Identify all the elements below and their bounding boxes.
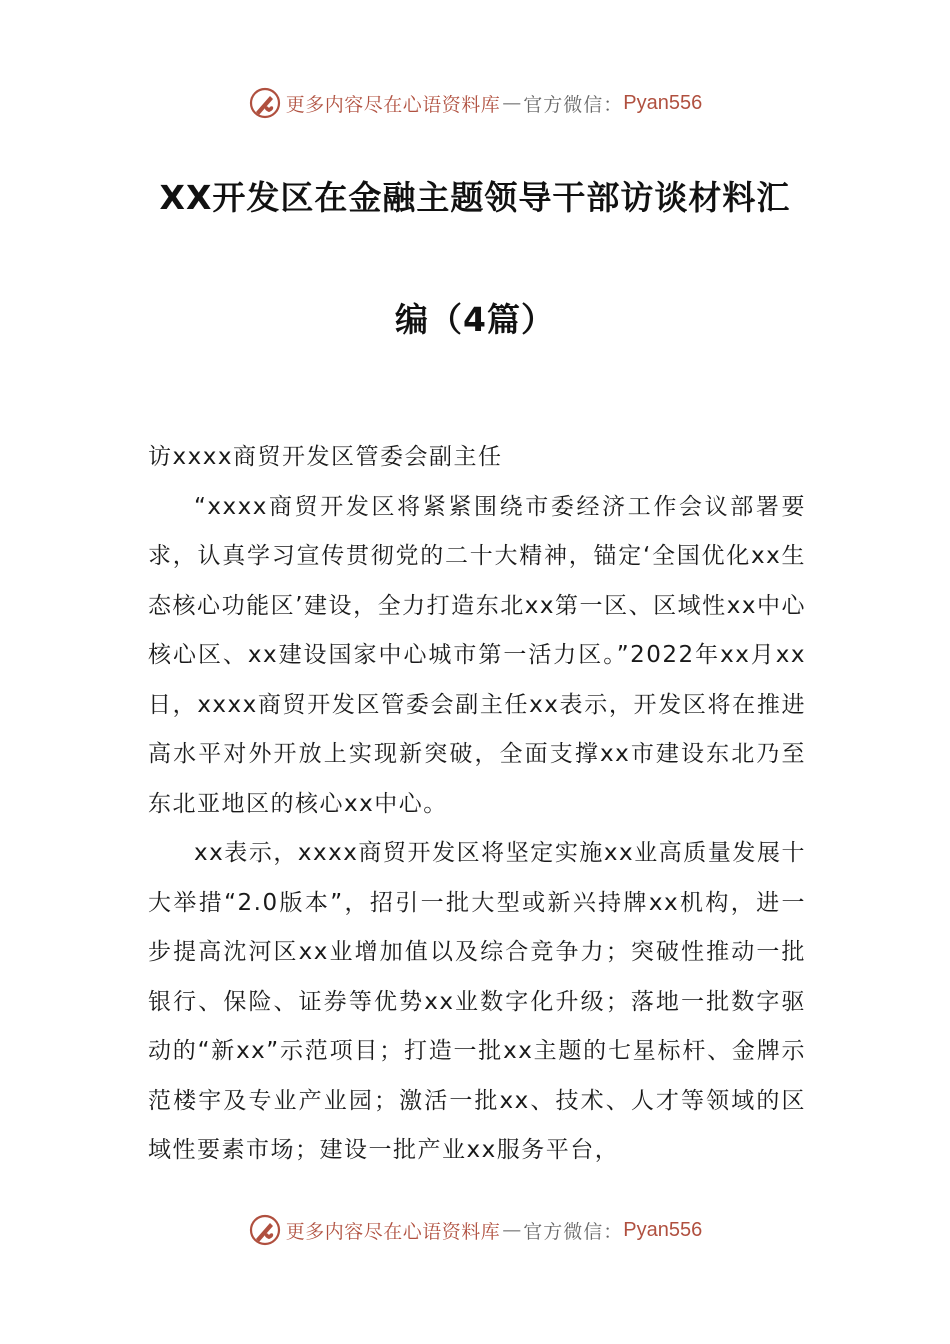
watermark-separator: — xyxy=(502,1219,522,1241)
header-watermark xyxy=(0,83,950,123)
watermark-wechat-id: Pyan556 xyxy=(623,1218,703,1241)
document-title-line-1: XX开发区在金融主题领导干部访谈材料汇 xyxy=(159,178,791,217)
watermark-brand: 更多内容尽在心语资料库 xyxy=(285,1220,501,1243)
pen-heart-logo-icon xyxy=(248,1213,282,1247)
watermark-brand: 更多内容尽在心语资料库 xyxy=(285,93,501,116)
watermark-separator: — xyxy=(502,92,522,114)
pen-heart-logo-icon xyxy=(248,86,282,120)
watermark-wechat-label: 官方微信： xyxy=(523,93,624,116)
body-paragraph: “xxxx商贸开发区将紧紧围绕市委经济工作会议部署要求，认真学习宣传贯彻党的二十大精神，锚定‘全国优化xx生态核心功能区’建设，全力打造东北xx第一区、区域性xx中心核心区、xx建设国家中心城市第一活力区。”2022年xx月xx日，xxxx商贸开发区管委会副主任xx表示，开发区将在推进高水平对外开放上实现新突破，全面支撑xx市建设东北乃至东北亚地区的核心xx中心。 xyxy=(148,493,806,817)
watermark-wechat-id: Pyan556 xyxy=(623,91,703,114)
document-body xyxy=(148,433,806,1176)
document-subheading: 访xxxx商贸开发区管委会副主任 xyxy=(148,444,503,470)
footer-watermark xyxy=(0,1210,950,1250)
document-title-line-2: 编（4篇） xyxy=(395,300,555,339)
body-paragraph: xx表示，xxxx商贸开发区将坚定实施xx业高质量发展十大举措“2.0版本”，招引一批大型或新兴持牌xx机构，进一步提高沈河区xx业增加值以及综合竞争力；突破性推动一批银行、保险、证券等优势xx业数字化升级；落地一批数字驱动的“新xx”示范项目；打造一批xx主题的七星标杆、金牌示范楼宇及专业产业园；激活一批xx、技术、人才等领域的区域性要素市场；建设一批产业xx服务平台， xyxy=(148,840,806,1163)
watermark-wechat-label: 官方微信： xyxy=(523,1220,624,1243)
